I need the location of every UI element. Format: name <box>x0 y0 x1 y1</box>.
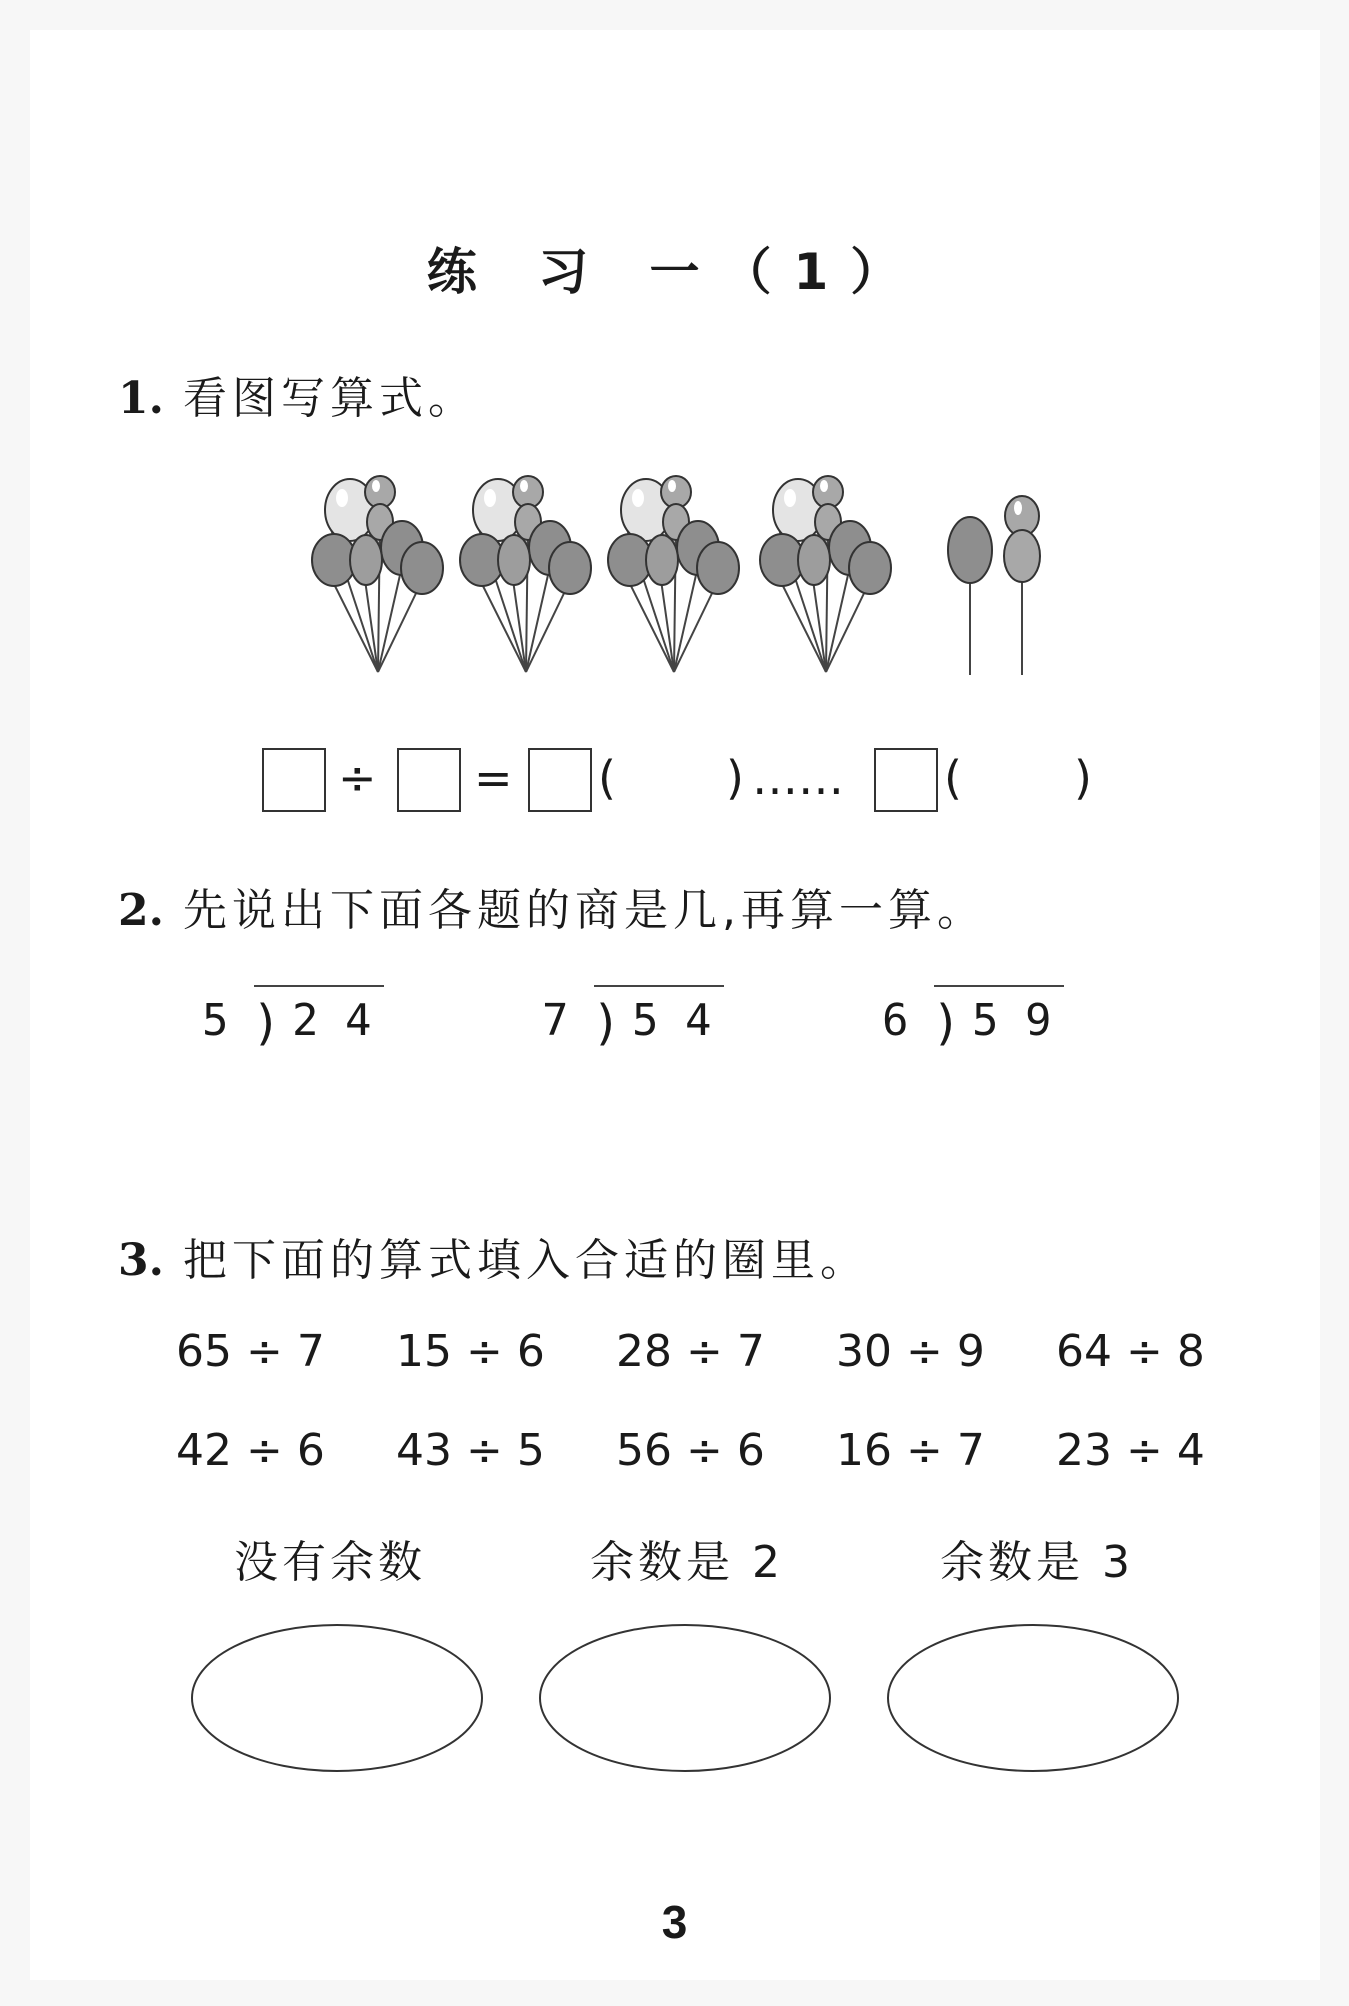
vinculum <box>254 985 384 987</box>
dividend: 2 4 <box>292 995 372 1046</box>
division-bracket: ) <box>932 995 961 1051</box>
dividend: 5 4 <box>632 995 712 1046</box>
question-1 <box>118 362 477 426</box>
division-bracket: ) <box>592 995 621 1051</box>
expression-item[interactable]: 28 ÷ 7 <box>616 1326 765 1377</box>
expression-item[interactable]: 43 ÷ 5 <box>396 1425 545 1476</box>
paren-open-remainder-unit: ( <box>944 751 962 805</box>
answer-box-divisor[interactable] <box>397 748 461 812</box>
answer-box-dividend[interactable] <box>262 748 326 812</box>
paren-open-quotient-unit: ( <box>598 751 616 805</box>
divisor: 5 <box>202 995 229 1046</box>
paren-close-remainder-unit: ) <box>1074 751 1092 805</box>
expression-item[interactable]: 16 ÷ 7 <box>836 1425 985 1476</box>
answer-box-quotient[interactable] <box>528 748 592 812</box>
question-1-number: 1. <box>118 373 164 424</box>
category-label-remainder-2: 余数是 2 <box>590 1537 784 1588</box>
question-2 <box>118 874 986 938</box>
expression-item[interactable]: 56 ÷ 6 <box>616 1425 765 1476</box>
page-title: 练 习 一（1） <box>426 243 923 301</box>
vinculum <box>594 985 724 987</box>
expression-item[interactable]: 15 ÷ 6 <box>396 1326 545 1377</box>
answer-box-remainder[interactable] <box>874 748 938 812</box>
equals-sign: = <box>474 751 513 805</box>
question-3-text: 把下面的算式填入合适的圈里。 <box>183 1235 870 1286</box>
page-number: 3 <box>661 1896 688 1948</box>
expression-item[interactable]: 42 ÷ 6 <box>176 1425 325 1476</box>
divisor: 7 <box>542 995 569 1046</box>
category-label-no-remainder: 没有余数 <box>234 1537 426 1588</box>
division-bracket: ) <box>252 995 281 1051</box>
expression-item[interactable]: 30 ÷ 9 <box>836 1326 985 1377</box>
answer-circle-no-remainder[interactable] <box>192 1625 482 1771</box>
question-3 <box>118 1224 869 1288</box>
question-2-text: 先说出下面各题的商是几,再算一算。 <box>183 885 987 936</box>
balloons-illustration <box>310 470 1070 690</box>
question-3-number: 3. <box>118 1235 164 1286</box>
expression-item[interactable]: 65 ÷ 7 <box>176 1326 325 1377</box>
dividend: 5 9 <box>972 995 1052 1046</box>
question-2-number: 2. <box>118 885 164 936</box>
answer-circles <box>180 1620 1190 1780</box>
expression-item[interactable]: 64 ÷ 8 <box>1056 1326 1205 1377</box>
paren-close-quotient-unit: ) <box>726 751 744 805</box>
answer-circle-remainder-3[interactable] <box>888 1625 1178 1771</box>
expression-item[interactable]: 23 ÷ 4 <box>1056 1425 1205 1476</box>
remainder-dots: …… <box>752 751 844 805</box>
question-1-text: 看图写算式。 <box>183 373 478 424</box>
category-label-remainder-3: 余数是 3 <box>940 1537 1134 1588</box>
answer-circle-remainder-2[interactable] <box>540 1625 830 1771</box>
divisor: 6 <box>882 995 909 1046</box>
vinculum <box>934 985 1064 987</box>
division-sign: ÷ <box>338 751 377 805</box>
